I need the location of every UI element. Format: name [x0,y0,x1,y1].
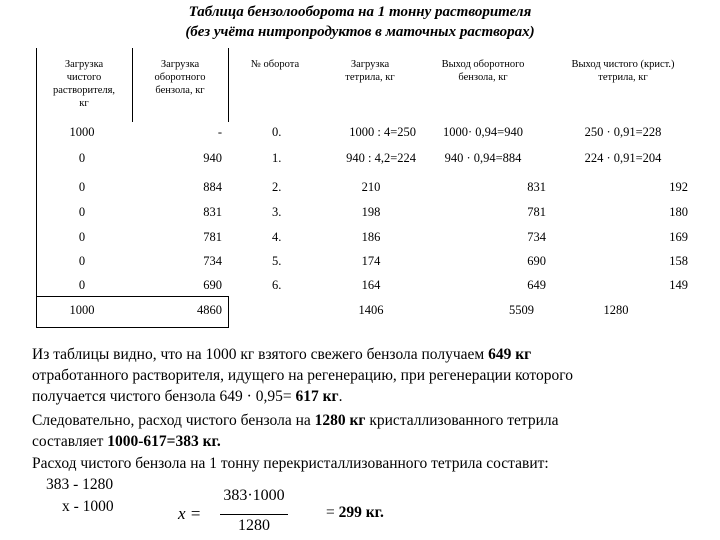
text-line-6: Расход чистого бензола на 1 тонну перекристаллизованного тетрила составит: [32,455,549,472]
header-text: чистого [66,72,102,83]
table-title-line-2: (без учёта нитропродуктов в маточных растворах) [185,24,535,40]
header-text: Загрузка [64,59,104,70]
text-emphasis: 1280 кг [314,412,366,429]
cell-benzene-yield: 781 [527,205,546,219]
text-line-1 [32,346,531,364]
cell-solvent-load: 0 [78,180,86,194]
cell-benzene-yield: 1000· 0,94=940 [443,125,523,139]
cell-benzene-yield: 690 [527,254,546,268]
cell-solvent-load: 0 [78,254,86,268]
header-text: тетрила, кг [598,72,648,83]
cell-solvent-load: 0 [78,278,86,292]
header-text: тетрила, кг [345,72,395,83]
text-span: Следовательно, расход чистого бензола на [32,412,315,429]
table-row [36,230,706,250]
cell-tetryl-load: 186 [361,230,381,244]
header-recycled-benzene-load [132,58,228,97]
table-totals-row [36,303,706,323]
header-recycled-benzene-yield [422,58,544,84]
formula-numerator: 383·1000 [223,487,285,504]
result-value: 299 кг. [338,504,384,521]
header-divider-2 [228,48,229,122]
table-row [36,180,706,200]
cell-tetryl-load: 1000 : 4=250 [349,125,416,139]
text-emphasis: 617 кг [295,388,339,405]
cell-recycled-load: - [217,125,222,139]
total-tetryl-yield: 1280 [603,303,629,317]
total-recycled-load: 4860 [197,303,222,317]
table-row [36,125,706,145]
text-line-3 [32,388,342,406]
header-text: Загрузка [350,59,390,70]
cell-benzene-yield: 649 [527,278,546,292]
table-row [36,278,706,298]
formula-x-label: x = [178,504,202,523]
header-text: Загрузка [160,59,200,70]
formula-result [326,504,384,522]
fraction-bar [220,514,288,515]
cell-solvent-load: 0 [78,205,86,219]
header-tetryl-load [322,58,418,84]
cell-cycle: 5. [272,254,282,268]
header-text: бензола, кг [458,72,508,83]
text-span: . [338,388,343,405]
cell-cycle: 0. [272,125,282,139]
cell-tetryl-yield: 192 [669,180,688,194]
header-text: бензола, кг [155,85,205,96]
text-span: кристаллизованного тетрила [365,412,559,429]
cell-solvent-load: 0 [78,230,86,244]
text-span: Из таблицы видно, что на 1000 кг взятого свежего бензола получаем [32,346,489,363]
header-text: Выход оборотного [441,59,525,70]
cell-recycled-load: 884 [203,180,222,194]
equals-sign: = [326,504,335,521]
table-row [36,151,706,171]
header-text: кг [79,98,89,109]
proportion-line-1: 383 - 1280 [46,476,114,493]
cell-tetryl-yield: 149 [669,278,688,292]
cell-tetryl-load: 210 [361,180,381,194]
cell-recycled-load: 734 [203,254,222,268]
cell-cycle: 6. [272,278,282,292]
total-tetryl-load: 1406 [358,303,384,317]
cell-benzene-yield: 940 · 0,94=884 [444,151,522,165]
formula [178,487,418,539]
text-span: получается чистого бензола 649 · 0,95= [32,388,296,405]
header-pure-tetryl-yield [540,58,706,84]
cell-recycled-load: 940 [203,151,222,165]
table-row [36,205,706,225]
header-text: Выход чистого (крист.) [571,59,675,70]
total-benzene-yield: 5509 [509,303,534,317]
cell-recycled-load: 831 [203,205,222,219]
cell-tetryl-yield: 250 · 0,91=228 [584,125,662,139]
text-line-5 [32,433,221,451]
benzene-turnover-table [36,48,706,328]
header-cycle-number [232,58,318,71]
cell-tetryl-yield: 169 [669,230,688,244]
text-line-2: отработанного растворителя, идущего на регенерацию, при регенерации которого [32,367,573,384]
cell-solvent-load: 0 [78,151,86,165]
cell-benzene-yield: 831 [527,180,546,194]
cell-tetryl-load: 174 [361,254,381,268]
cell-cycle: 4. [272,230,282,244]
totals-bottom-border [36,327,228,328]
cell-cycle: 1. [272,151,282,165]
text-line-4 [32,412,559,430]
formula-denominator: 1280 [238,517,270,534]
cell-tetryl-yield: 180 [669,205,688,219]
cell-recycled-load: 781 [203,230,222,244]
cell-tetryl-yield: 158 [669,254,688,268]
cell-cycle: 2. [272,180,282,194]
cell-tetryl-yield: 224 · 0,91=204 [584,151,662,165]
cell-recycled-load: 690 [203,278,222,292]
header-text: оборотного [154,72,206,83]
text-emphasis: 1000-617=383 кг. [107,433,221,450]
table-row [36,254,706,274]
table-title-line-1: Таблица бензолооборота на 1 тонну растворителя [188,4,532,20]
cell-tetryl-load: 164 [361,278,381,292]
cell-tetryl-load: 198 [361,205,381,219]
cell-tetryl-load: 940 : 4,2=224 [346,151,416,165]
text-emphasis: 649 кг [488,346,532,363]
proportion-line-2: x - 1000 [62,498,114,515]
header-pure-solvent-load [36,58,132,110]
text-span: составляет [32,433,108,450]
header-text: растворителя, [52,85,116,96]
cell-solvent-load: 1000 [69,125,95,139]
total-solvent-load: 1000 [69,303,95,317]
header-text: № оборота [250,59,300,70]
cell-cycle: 3. [272,205,282,219]
cell-benzene-yield: 734 [527,230,546,244]
